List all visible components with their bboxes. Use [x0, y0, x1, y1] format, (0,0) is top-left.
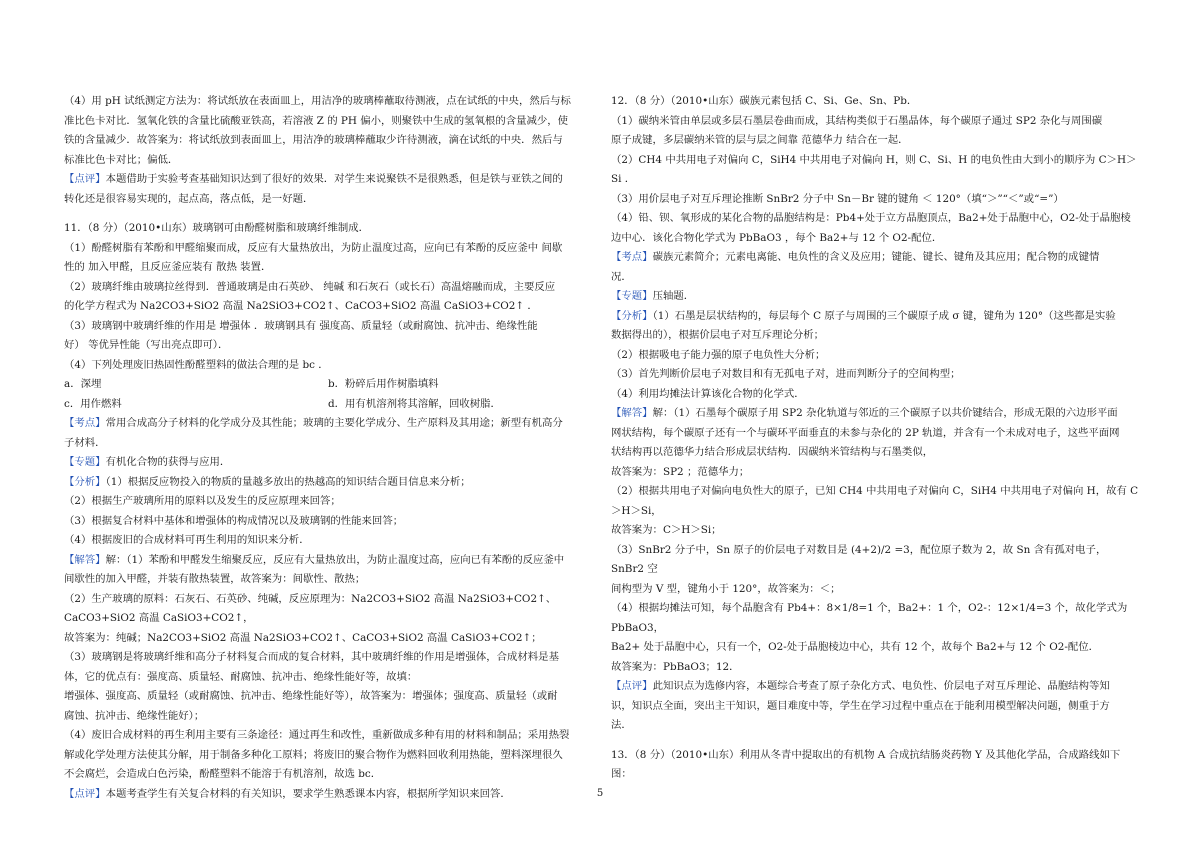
text-line: 解或化学处理方法使其分解，用于制备多种化工原料；将废旧的聚合物作为燃料回收利用热能，塑料深埋很久: [64, 748, 563, 761]
text-line: （4）根据均摊法可知，每个晶胞含有 Pb4+：8×1/8=1 个，Ba2+：1 个，O2-：12×1/4=3 个，故化学式为 PbBaO3，: [611, 602, 1128, 634]
question-title: 13．（8 分）（2010•山东）利用从冬青中提取出的有机物 A 合成抗结肠炎药物 Y 及其他化学品，合成路线如下: [611, 748, 1121, 761]
text-span: 解：（1）苯酚和甲醛发生缩聚反应，反应有大量热放出，为防止温度过高，应向已有苯酚的反应釜中: [105, 553, 565, 566]
section-tag: 【解答】: [611, 407, 653, 419]
text-line: （4）用 pH 试纸测定方法为：将试纸放在表面皿上，用洁净的玻璃棒蘸取待测液，点在试纸的中央，然后与标: [64, 95, 571, 107]
question-title: 12．（8 分）（2010•山东）碳族元素包括 C、Si、Ge、Sn、Pb．: [611, 95, 918, 107]
text-line: 间构型为 V 型，键角小于 120°，故答案为：＜；: [611, 582, 841, 595]
section-tag: 【考点】: [611, 251, 653, 263]
text-span: （1）石墨是层状结构的，每层每个 C 原子与周围的三个碳原子成 σ 键，键角为 120°（这些都是实验: [652, 309, 1116, 322]
text-line: 数据得出的），根据价层电子对互斥理论分析；: [611, 329, 825, 341]
text-line: 原子成键，多层碳纳米管的层与层之间靠 范德华力 结合在一起．: [611, 134, 909, 146]
text-span: 碳族元素简介；元素电离能、电负性的含义及应用；键能、键长、键角及其应用；配合物的成键情: [652, 251, 1100, 263]
text-line: 故答案为：SP2 ；范德华力；: [611, 465, 750, 478]
text-line: Ba2+ 处于晶胞中心，只有一个，O2-处于晶胞棱边中心，共有 12 个，故每个 Ba2+与 12 个 O2-配位．: [611, 641, 1100, 653]
text-line: 增强体、强度高、质量轻（或耐腐蚀、抗冲击、绝缘性能好等），故答案为：增强体；强度高、质量轻（或耐: [64, 690, 558, 702]
option-row: [64, 395, 592, 415]
option: a．深埋: [64, 378, 102, 390]
page-number: 5: [596, 788, 604, 799]
text-line: （4）铅、钡、氧形成的某化合物的晶胞结构是：Pb4+处于立方晶胞顶点，Ba2+处于晶胞中心，O2-处于晶胞棱: [611, 212, 1131, 224]
section-tag: 【分析】: [611, 309, 653, 322]
text-line: ＞H＞Si，: [611, 504, 662, 517]
text-line: （2）根据共用电子对偏向电负性大的原子，已知 CH4 中共用电子对偏向 C，SiH4 中共用电子对偏向 H，故有 C: [611, 485, 1139, 497]
text-span: 本题考查学生有关复合材料的有关知识，要求学生熟悉课本内容，根据所学知识来回答．: [105, 787, 511, 800]
jieda-line: [64, 551, 592, 571]
text-span: 有机化合物的获得与应用．: [105, 456, 231, 468]
zhuanti-line: [64, 453, 592, 473]
text-line: （2）玻璃纤维由玻璃拉丝得到．普通玻璃是由石英砂、 纯碱 和石灰石（或长石）高温熔融而成，主要反应: [64, 280, 556, 293]
jieda-line: [611, 404, 1139, 424]
text-line: （4）废旧合成材料的再生利用主要有三条途径：通过再生和改性，重新做成多种有用的材料和制品；采用热裂: [64, 729, 570, 741]
text-line: 图：: [611, 768, 632, 780]
equation-line: 故答案为：纯碱；Na2CO3+SiO2 高温 Na2SiO3+CO2↑、CaCO3+SiO2 高温 CaSiO3+CO2↑；: [64, 631, 542, 644]
section-tag: 【点评】: [64, 173, 106, 185]
fenxi-line: [64, 473, 592, 493]
section-tag: 【解答】: [64, 553, 106, 566]
text-line: （2）CH4 中共用电子对偏向 C，SiH4 中共用电子对偏向 H，则 C、Si、H 的电负性由大到小的顺序为 C＞H＞: [611, 153, 1137, 166]
equation-line: 的化学方程式为 Na2CO3+SiO2 高温 Na2SiO3+CO2↑、CaCO3+SiO2 高温 CaSiO3+CO2↑ ．: [64, 300, 538, 312]
text-span: 压轴题．: [652, 290, 695, 302]
review-line: [64, 170, 592, 190]
text-line: 状结构再以范德华力结合形成层状结构．因碳纳米管结构与石墨类似，: [611, 446, 934, 458]
zhuanti-line: [611, 287, 1139, 307]
text-line: Si ．: [611, 173, 636, 185]
text-line: 不会腐烂，会造成白色污染，酚醛塑料不能溶于有机溶剂，故选 bc．: [64, 768, 382, 780]
text-line: （3）用价层电子对互斥理论推断 SnBr2 分子中 Sn－Br 键的键角 ＜ 120°（填“＞”“＜”或“=”）: [611, 192, 1064, 205]
text-line: （4）下列处理废旧热固性酚醛塑料的做法合理的是 bc ．: [64, 358, 329, 371]
text-span: （1）根据反应物投入的物质的量越多放出的热越高的知识结合题目信息来分析；: [105, 475, 471, 488]
equation-line: （2）生产玻璃的原料：石灰石、石英砂、纯碱，反应原理为：Na2CO3+SiO2 高温 Na2SiO3+CO2↑、: [64, 592, 557, 605]
equation-line: CaCO3+SiO2 高温 CaSiO3+CO2↑，: [64, 612, 254, 624]
text-line: 体，它的优点有：强度高、质量轻、耐腐蚀、抗冲击、绝缘性能好等，故填：: [64, 670, 418, 683]
text-line: 标准比色卡对比；偏低．: [64, 153, 179, 166]
text-line: 故答案为：PbBaO3；12．: [611, 660, 740, 673]
text-line: （3）玻璃钢中玻璃纤维的作用是 增强体 ．玻璃钢具有 强度高、质量轻（或耐腐蚀、抗冲击、绝缘性能: [64, 319, 538, 332]
text-line: （1）酚醛树脂有苯酚和甲醛缩聚而成，反应有大量热放出，为防止温度过高，应向已有苯酚的反应釜中 间歇: [64, 241, 563, 254]
section-tag: 【专题】: [64, 456, 106, 468]
text-line: （3）玻璃钢是将玻璃纤维和高分子材料复合而成的复合材料，其中玻璃纤维的作用是增强体，合成材料是基: [64, 651, 559, 663]
section-tag: 【考点】: [64, 417, 106, 429]
text-line: （3）根据复合材料中基体和增强体的构成情况以及玻璃钢的性能来回答；: [64, 514, 404, 527]
option: c．用作燃料: [64, 397, 122, 410]
text-line: 网状结构，每个碳原子还有一个与碳环平面垂直的未参与杂化的 2P 轨道，并含有一个未成对电子，这些平面网: [611, 426, 1120, 439]
text-line: （1）碳纳米管由单层或多层石墨层卷曲而成，其结构类似于石墨晶体，每个碳原子通过 SP2 杂化与周围碳: [611, 114, 1103, 127]
section-tag: 【分析】: [64, 475, 106, 488]
text-span: 此知识点为选修内容，本题综合考查了原子杂化方式、电负性、价层电子对互斥理论、晶胞结构等知: [652, 680, 1110, 692]
text-line: （2）根据吸电子能力强的原子电负性大分析；: [611, 348, 826, 361]
text-line: 腐蚀、抗冲击、绝缘性能好）；: [64, 709, 205, 722]
option-row: [64, 375, 592, 395]
text-line: 性的 加入甲醛，且反应釜应装有 散热 装置．: [64, 261, 272, 273]
option: b．粉碎后用作树脂填料: [328, 378, 439, 390]
text-line: 间歇性的加入甲醛，并装有散热装置，故答案为：间歇性、散热；: [64, 573, 366, 585]
text-line: 好） 等优异性能（写出亮点即可）．: [64, 339, 229, 351]
text-span: 解：（1）石墨每个碳原子用 SP2 杂化轨道与邻近的三个碳原子以共价键结合，形成无限的六边形平面: [652, 407, 1118, 419]
kaodian-line: [611, 248, 1139, 268]
left-column: [64, 92, 592, 804]
text-line: 识，知识点全面，突出主干知识，题目难度中等，学生在学习过程中重点在于能利用模型解决问题，侧重于方: [611, 699, 1110, 712]
text-line: 况．: [611, 270, 632, 283]
text-line: （4）根据废旧的合成材料可再生利用的知识来分析．: [64, 534, 310, 546]
text-line: （4）利用均摊法计算该化合物的化学式．: [611, 387, 805, 400]
text-line: （3）SnBr2 分子中，Sn 原子的价层电子对数目是 (4+2)/2 =3，配位原子数为 2，故 Sn 含有孤对电子，SnBr2 空: [611, 543, 1107, 575]
text-line: （2）根据生产玻璃所用的原料以及发生的反应原理来回答；: [64, 495, 341, 507]
section-tag: 【点评】: [64, 787, 106, 800]
kaodian-line: [64, 414, 592, 434]
text-line: 准比色卡对比．氢氧化铁的含量比硫酸亚铁高，若溶液 Z 的 PH 偏小，则聚铁中生成的氢氧根的含量减少，使: [64, 114, 569, 127]
text-span: 常用合成高分子材料的化学成分及其性能；玻璃的主要化学成分、生产原料及其用途；新型有机高分: [105, 417, 563, 429]
right-column: [611, 92, 1139, 785]
section-tag: 【点评】: [611, 680, 653, 692]
text-line: 铁的含量减少．故答案为：将试纸放到表面皿上，用洁净的玻璃棒蘸取少许待测液，滴在试纸的中央．然后与: [64, 134, 563, 146]
text-line: 转化还是很容易实现的，起点高，落点低，是一好题．: [64, 192, 314, 205]
section-tag: 【专题】: [611, 290, 653, 302]
question-title: 11．（8 分）（2010•山东）玻璃钢可由酚醛树脂和玻璃纤维制成．: [64, 222, 370, 234]
option: d．用有机溶剂将其溶解，回收树脂．: [328, 397, 501, 410]
text-line: 故答案为：C＞H＞Si；: [611, 524, 722, 536]
review-line: [611, 677, 1139, 697]
text-line: 法．: [611, 719, 632, 731]
text-span: 本题借助于实验考查基础知识达到了很好的效果．对学生来说聚铁不是很熟悉，但是铁与亚铁之间的: [105, 173, 563, 185]
text-line: 子材料．: [64, 436, 106, 449]
text-line: （3）首先判断价层电子对数目和有无孤电子对，进而判断分子的空间构型；: [611, 368, 961, 380]
fenxi-line: [611, 307, 1139, 327]
text-line: 边中心．该化合物化学式为 PbBaO3 ，每个 Ba2+与 12 个 O2-配位．: [611, 231, 943, 244]
